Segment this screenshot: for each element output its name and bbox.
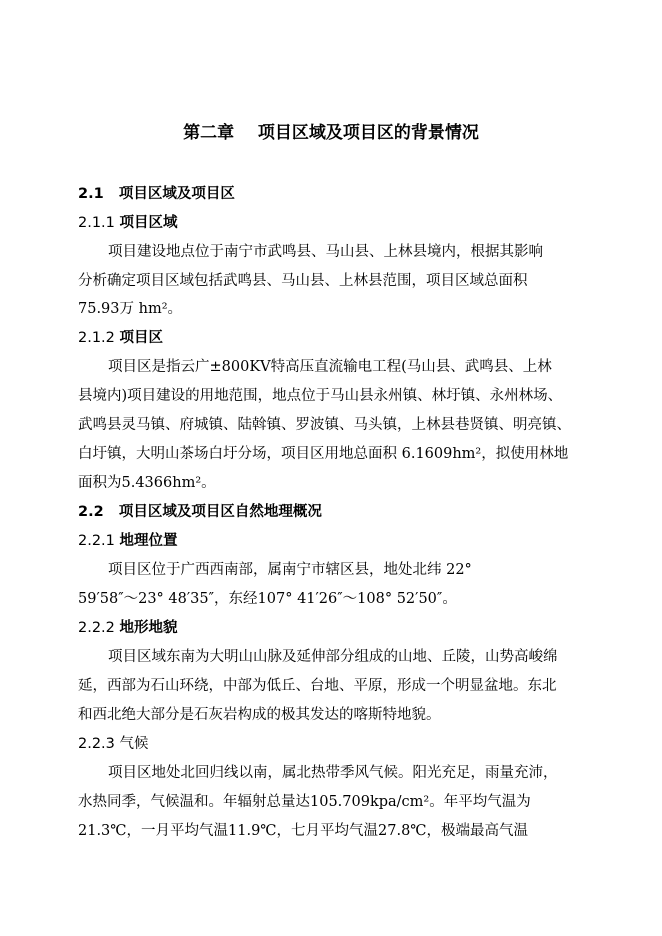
paragraph-line: 白圩镇，大明山茶场白圩分场，项目区用地总面积 6.1609hm²，拟使用林地: [78, 446, 569, 462]
paragraph-line: 水热同季，气候温和。年辐射总量达105.709kpa/cm²。年平均气温为: [78, 794, 531, 810]
section-number: 2.2.3: [78, 736, 115, 752]
section-heading-2-1-2: [78, 328, 622, 348]
paragraph-line: 项目区是指云广±800KV特高压直流输电工程(马山县、武鸣县、上林: [108, 359, 552, 375]
section-heading-2-2-2: [78, 618, 622, 638]
paragraph-line: 项目区域东南为大明山山脉及延伸部分组成的山地、丘陵，山势高峻绵: [108, 649, 558, 665]
section-number: 2.2: [78, 504, 104, 520]
paragraph-line: 项目区位于广西西南部，属南宁市辖区县，地处北纬 22°: [108, 562, 472, 578]
section-heading-2-2-3: [78, 734, 622, 754]
section-title: 项目区域: [119, 214, 178, 231]
section-number: 2.2.2: [78, 620, 115, 636]
section-title: 气候: [119, 736, 149, 752]
paragraph-line: 分析确定项目区域包括武鸣县、马山县、上林县范围，项目区域总面积: [78, 273, 528, 289]
section-heading-2-2: [78, 502, 622, 522]
section-heading-2-1: [78, 184, 622, 204]
paragraph-line: 面积为5.4366hm²。: [78, 475, 216, 491]
section-number: 2.1.1: [78, 215, 115, 231]
paragraph-line: 武鸣县灵马镇、府城镇、陆斡镇、罗波镇、马头镇，上林县巷贤镇、明亮镇、: [78, 417, 571, 433]
section-heading-2-2-1: [78, 531, 622, 551]
section-title: 项目区: [119, 329, 164, 346]
paragraph-line: 59′58″～23° 48′35″，东经107° 41′26″～108° 52′50″。: [78, 591, 457, 607]
paragraph-line: 项目区地处北回归线以南，属北热带季风气候。阳光充足，雨量充沛，: [108, 765, 558, 781]
paragraph-line: 和西北绝大部分是石灰岩构成的极其发达的喀斯特地貌。: [78, 707, 441, 723]
section-heading-2-1-1: [78, 213, 622, 233]
paragraph-line: 延，西部为石山环绕，中部为低丘、台地、平原，形成一个明显盆地。东北: [78, 678, 557, 694]
section-title: 项目区域及项目区自然地理概况: [118, 503, 322, 520]
section-title: 地形地貌: [119, 619, 178, 636]
section-title: 项目区域及项目区: [118, 185, 235, 202]
section-title: 地理位置: [119, 532, 178, 549]
paragraph-line: 县境内)项目建设的用地范围，地点位于马山县永州镇、林圩镇、永州林场、: [78, 388, 563, 404]
section-number: 2.1: [78, 186, 104, 202]
section-number: 2.1.2: [78, 330, 115, 346]
paragraph-line: 项目建设地点位于南宁市武鸣县、马山县、上林县境内，根据其影响: [108, 244, 543, 260]
chapter-title: 第二章 项目区域及项目区的背景情况: [183, 123, 479, 143]
paragraph-line: 75.93万 hm²。: [78, 301, 183, 317]
paragraph-line: 21.3℃，一月平均气温11.9℃，七月平均气温27.8℃，极端最高气温: [78, 823, 529, 839]
section-number: 2.2.1: [78, 533, 115, 549]
